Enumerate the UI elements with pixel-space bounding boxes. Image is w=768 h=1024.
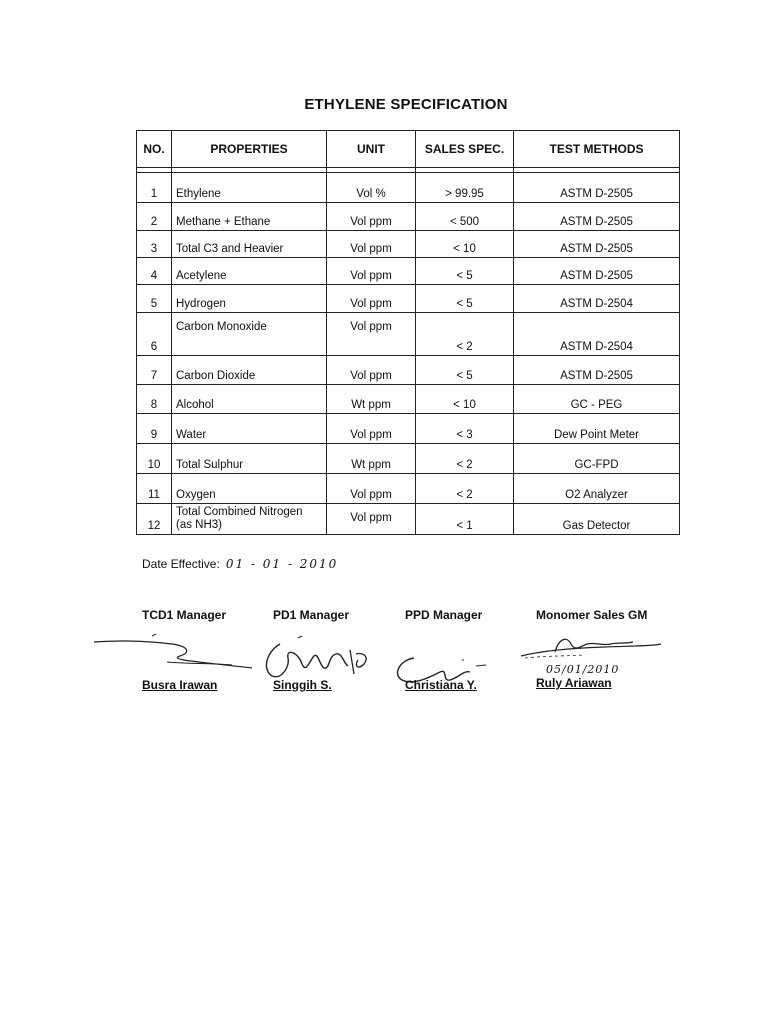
row-property: Acetylene <box>172 258 327 285</box>
table-header-row <box>137 131 680 168</box>
row-unit: Vol ppm <box>327 504 416 535</box>
row-spec: < 2 <box>416 474 514 504</box>
table-row <box>137 231 680 258</box>
col-header-unit: UNIT <box>327 131 416 168</box>
spec-table <box>136 130 680 535</box>
table-row <box>137 258 680 285</box>
signature-monomer-gm-date: 05/01/2010 <box>546 663 620 676</box>
table-row <box>137 313 680 356</box>
row-spec: < 5 <box>416 258 514 285</box>
row-spec: < 1 <box>416 504 514 535</box>
date-effective-handwritten: 01 - 01 - 2010 <box>225 557 339 571</box>
signature-role-tcd1: TCD1 Manager <box>142 608 227 622</box>
row-no: 5 <box>137 285 172 313</box>
row-property: Total Sulphur <box>172 444 327 474</box>
row-test-method: Gas Detector <box>514 504 680 535</box>
row-test-method: GC - PEG <box>514 385 680 414</box>
row-unit: Vol % <box>327 173 416 203</box>
row-no: 6 <box>137 313 172 356</box>
row-spec: < 3 <box>416 414 514 444</box>
row-no: 8 <box>137 385 172 414</box>
row-property: Alcohol <box>172 385 327 414</box>
row-test-method: O2 Analyzer <box>514 474 680 504</box>
col-header-no: NO. <box>137 131 172 168</box>
col-header-sales-spec: SALES SPEC. <box>416 131 514 168</box>
signature-role-ppd: PPD Manager <box>405 608 483 622</box>
signature-role-pd1: PD1 Manager <box>273 608 350 622</box>
table-row <box>137 444 680 474</box>
row-no: 11 <box>137 474 172 504</box>
row-property-line1: Total Combined Nitrogen <box>176 506 303 518</box>
signature-role-monomer-gm: Monomer Sales GM <box>536 608 648 622</box>
row-unit: Wt ppm <box>327 385 416 414</box>
row-test-method: ASTM D-2505 <box>514 203 680 231</box>
row-spec: < 2 <box>416 313 514 356</box>
table-row <box>137 173 680 203</box>
row-property: Methane + Ethane <box>172 203 327 231</box>
row-no: 9 <box>137 414 172 444</box>
row-unit: Vol ppm <box>327 203 416 231</box>
row-no: 12 <box>137 504 172 535</box>
row-no: 4 <box>137 258 172 285</box>
signature-monomer-gm-scribble <box>515 632 665 662</box>
row-unit: Wt ppm <box>327 444 416 474</box>
document-title: ETHYLENE SPECIFICATION <box>304 96 508 113</box>
row-test-method: ASTM D-2504 <box>514 313 680 356</box>
table-row <box>137 414 680 444</box>
row-unit: Vol ppm <box>327 285 416 313</box>
row-unit: Vol ppm <box>327 231 416 258</box>
signature-tcd1-scribble <box>92 632 272 677</box>
row-test-method: ASTM D-2505 <box>514 173 680 203</box>
table-row <box>137 203 680 231</box>
row-unit: Vol ppm <box>327 474 416 504</box>
signature-name-tcd1: Busra Irawan <box>142 678 218 692</box>
row-test-method: GC-FPD <box>514 444 680 474</box>
row-spec: < 10 <box>416 231 514 258</box>
row-spec: < 2 <box>416 444 514 474</box>
row-property: Carbon Monoxide <box>172 313 327 356</box>
row-spec: < 5 <box>416 285 514 313</box>
row-test-method: ASTM D-2504 <box>514 285 680 313</box>
table-row <box>137 474 680 504</box>
row-no: 10 <box>137 444 172 474</box>
signature-name-ppd: Christiana Y. <box>405 678 477 692</box>
table-row <box>137 385 680 414</box>
row-no: 1 <box>137 173 172 203</box>
row-spec: > 99.95 <box>416 173 514 203</box>
row-spec: < 10 <box>416 385 514 414</box>
row-property: Ethylene <box>172 173 327 203</box>
row-test-method: ASTM D-2505 <box>514 258 680 285</box>
row-unit: Vol ppm <box>327 258 416 285</box>
row-spec: < 500 <box>416 203 514 231</box>
table-row <box>137 285 680 313</box>
row-no: 3 <box>137 231 172 258</box>
col-header-test-methods: TEST METHODS <box>514 131 680 168</box>
signature-name-monomer-gm: Ruly Ariawan <box>536 676 612 690</box>
col-header-properties: PROPERTIES <box>172 131 327 168</box>
row-property: Total C3 and Heavier <box>172 231 327 258</box>
row-unit: Vol ppm <box>327 313 416 356</box>
row-no: 7 <box>137 356 172 385</box>
row-spec: < 5 <box>416 356 514 385</box>
row-property <box>172 504 327 535</box>
row-test-method: ASTM D-2505 <box>514 356 680 385</box>
row-property: Oxygen <box>172 474 327 504</box>
row-property: Hydrogen <box>172 285 327 313</box>
row-property: Water <box>172 414 327 444</box>
row-property: Carbon Dioxide <box>172 356 327 385</box>
row-test-method: Dew Point Meter <box>514 414 680 444</box>
row-no: 2 <box>137 203 172 231</box>
table-row <box>137 356 680 385</box>
date-effective <box>142 557 338 571</box>
row-test-method: ASTM D-2505 <box>514 231 680 258</box>
date-effective-label: Date Effective: <box>142 557 220 571</box>
row-property-line2: (as NH3) <box>176 519 223 531</box>
row-unit: Vol ppm <box>327 414 416 444</box>
table-row <box>137 504 680 535</box>
signature-name-pd1: Singgih S. <box>273 678 332 692</box>
row-unit: Vol ppm <box>327 356 416 385</box>
